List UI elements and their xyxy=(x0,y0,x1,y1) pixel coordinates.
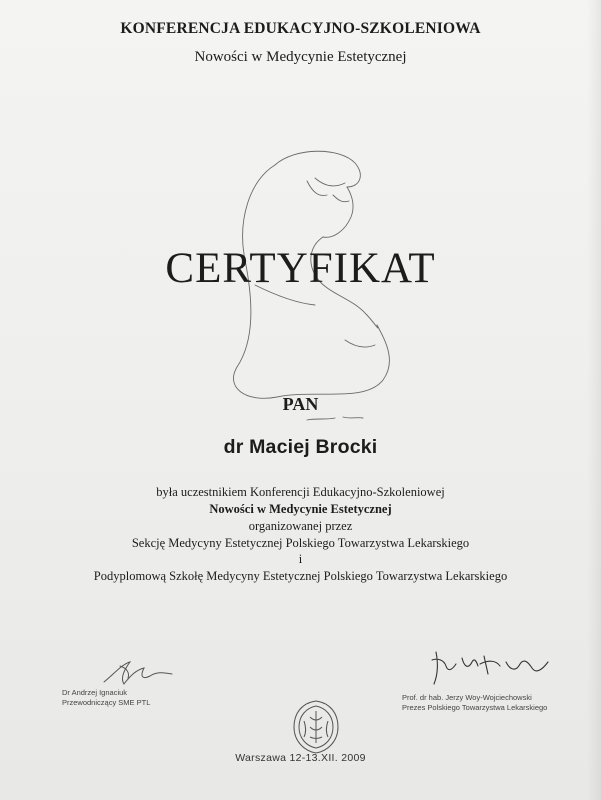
conference-subtitle: Nowości w Medycynie Estetycznej xyxy=(194,49,407,65)
seal-emblem xyxy=(286,697,346,757)
right-signatory-name: Prof. dr hab. Jerzy Woy-Wojciechowski xyxy=(402,693,532,702)
recipient-name: dr Maciej Brocki xyxy=(223,436,378,458)
body-organized-by: organizowanej przez xyxy=(248,519,353,533)
right-signature xyxy=(428,648,558,688)
body-conjunction: i xyxy=(298,552,303,566)
left-signature xyxy=(100,656,180,690)
left-signatory-role: Przewodniczący SME PTL xyxy=(62,698,151,707)
right-signatory-role: Prezes Polskiego Towarzystwa Lekarskiego xyxy=(402,703,548,712)
body-conference-name: Nowości w Medycynie Estetycznej xyxy=(209,502,392,516)
salutation: PAN xyxy=(282,394,319,414)
left-signatory-name: Dr Andrzej Ignaciuk xyxy=(62,688,128,697)
date-place: Warszawa 12-13.XII. 2009 xyxy=(235,752,366,764)
left-signatory xyxy=(62,688,150,708)
body-participation-line: była uczestnikiem Konferencji Edukacyjno-Szkoleniowej xyxy=(156,485,445,499)
certificate-title: CERTYFIKAT xyxy=(165,245,436,292)
conference-title: KONFERENCJA EDUKACYJNO-SZKOLENIOWA xyxy=(120,20,481,37)
body-organizer-1: Sekcję Medycyny Estetycznej Polskiego Towarzystwa Lekarskiego xyxy=(131,536,470,550)
body-organizer-2: Podyplomową Szkołę Medycyny Estetycznej Polskiego Towarzystwa Lekarskiego xyxy=(93,569,508,583)
right-signatory xyxy=(402,693,547,713)
